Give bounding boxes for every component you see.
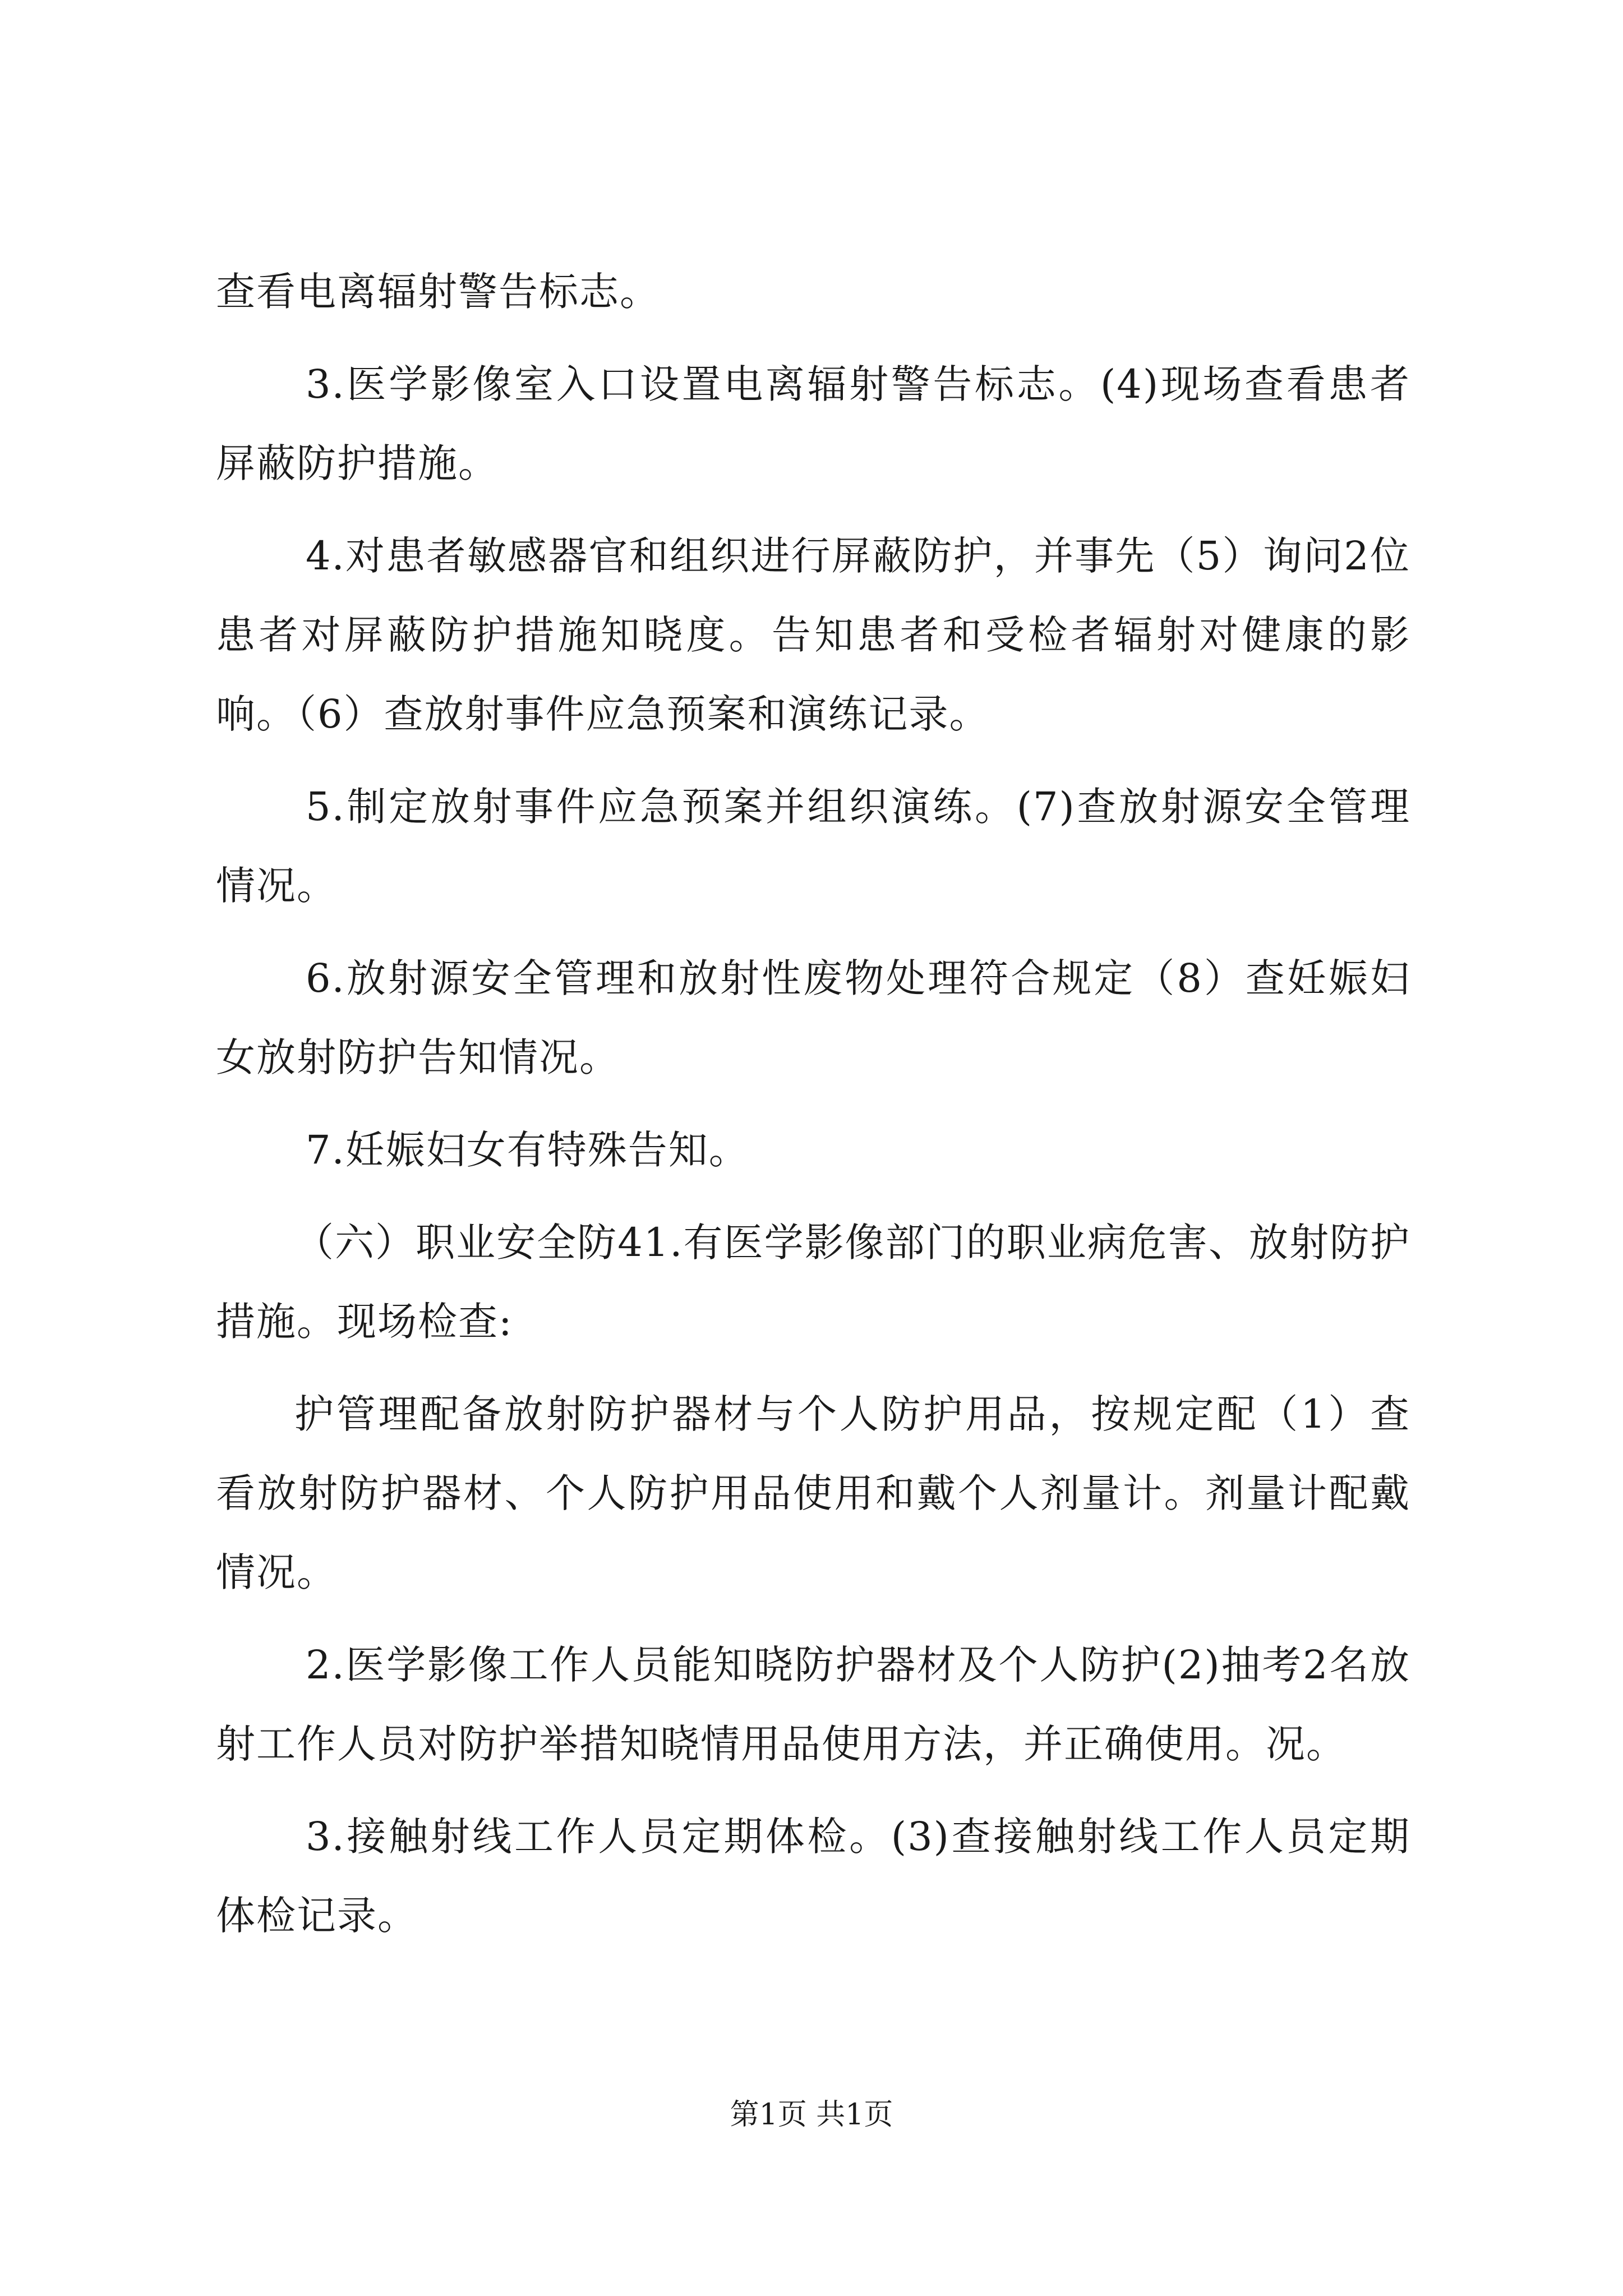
paragraph-7: （六）职业安全防41.有医学影像部门的职业病危害、放射防护措施。现场检查: — [216, 1220, 1410, 1345]
paragraph-2: 3.医学影像室入口设置电离辐射警告标志。(4)现场查看患者屏蔽防护措施。 — [216, 361, 1410, 486]
paragraph-5: 6.放射源安全管理和放射性废物处理符合规定（8）查妊娠妇女放射防护告知情况。 — [216, 955, 1410, 1080]
paragraph-8: 护管理配备放射防护器材与个人防护用品，按规定配（1）查看放射防护器材、个人防护用品使用和戴个人剂量计。剂量计配戴情况。 — [216, 1391, 1410, 1595]
paragraph-4: 5.制定放射事件应急预案并组织演练。(7)查放射源安全管理情况。 — [216, 784, 1410, 909]
page-footer: 第1页 共1页 — [730, 2098, 893, 2132]
paragraph-9: 2.医学影像工作人员能知晓防护器材及个人防护(2)抽考2名放射工作人员对防护举措知晓情用品使用方法，并正确使用。况。 — [216, 1642, 1410, 1767]
document-body — [216, 252, 1410, 1969]
paragraph-10: 3.接触射线工作人员定期体检。(3)查接触射线工作人员定期体检记录。 — [216, 1814, 1410, 1939]
paragraph-6: 7.妊娠妇女有特殊告知。 — [306, 1127, 749, 1173]
paragraph-3: 4.对患者敏感器官和组织进行屏蔽防护，并事先（5）询问2位患者对屏蔽防护措施知晓度。告知患者和受检者辐射对健康的影响。（6）查放射事件应急预案和演练记录。 — [216, 533, 1410, 737]
paragraph-1: 查看电离辐射警告标志。 — [216, 269, 660, 315]
